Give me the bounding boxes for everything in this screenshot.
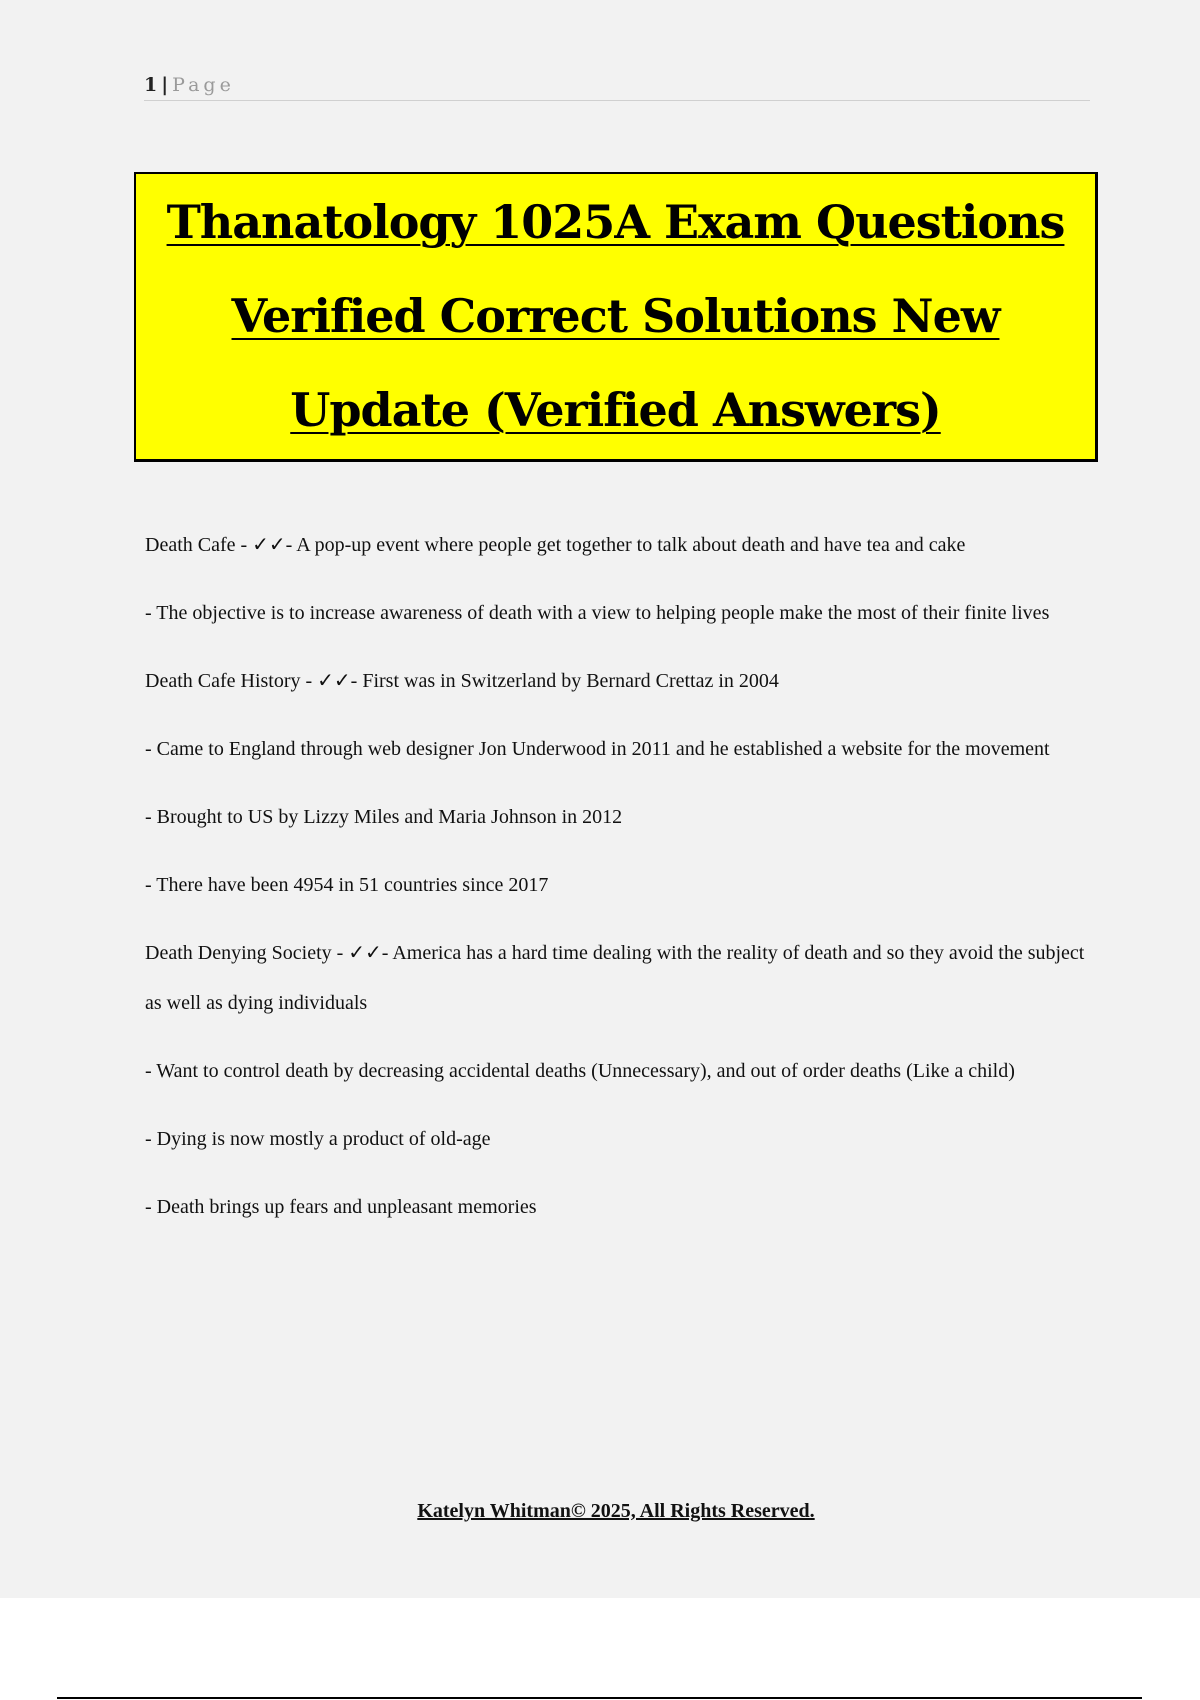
page-label: Page	[172, 74, 235, 96]
paragraph-death-denying-society: Death Denying Society - ✓✓- America has a hard time dealing with the reality of death and so they avoid the subject as well as dying individuals	[145, 942, 1085, 1014]
title-box	[134, 172, 1098, 462]
paragraph-england: - Came to England through web designer Jon Underwood in 2011 and he established a website for the movement	[145, 738, 1050, 760]
title-line-1: Thanatology 1025A Exam Questions	[166, 195, 1065, 249]
page-separator: |	[161, 74, 169, 96]
paragraph-us: - Brought to US by Lizzy Miles and Maria Johnson in 2012	[145, 806, 623, 828]
page-header	[144, 72, 1090, 101]
paragraph-objective: - The objective is to increase awareness of death with a view to helping people make the most of their finite lives	[145, 602, 1050, 624]
paragraph-death-cafe: Death Cafe - ✓✓- A pop-up event where people get together to talk about death and have tea and cake	[145, 534, 966, 556]
document-body	[145, 520, 1095, 1232]
page-number: 1	[144, 74, 158, 96]
paragraph-death-cafe-history: Death Cafe History - ✓✓- First was in Switzerland by Bernard Crettaz in 2004	[145, 670, 779, 692]
bottom-divider	[57, 1697, 1142, 1699]
paragraph-old-age: - Dying is now mostly a product of old-age	[145, 1128, 491, 1150]
title-line-3: Update (Verified Answers)	[290, 383, 941, 437]
paragraph-control-death: - Want to control death by decreasing accidental deaths (Unnecessary), and out of order deaths (Like a child)	[145, 1060, 1015, 1082]
paragraph-count: - There have been 4954 in 51 countries since 2017	[145, 874, 549, 896]
paragraph-fears: - Death brings up fears and unpleasant memories	[145, 1196, 537, 1218]
copyright-footer: Katelyn Whitman© 2025, All Rights Reserved.	[417, 1500, 815, 1522]
title-line-2: Verified Correct Solutions New	[231, 289, 1000, 343]
